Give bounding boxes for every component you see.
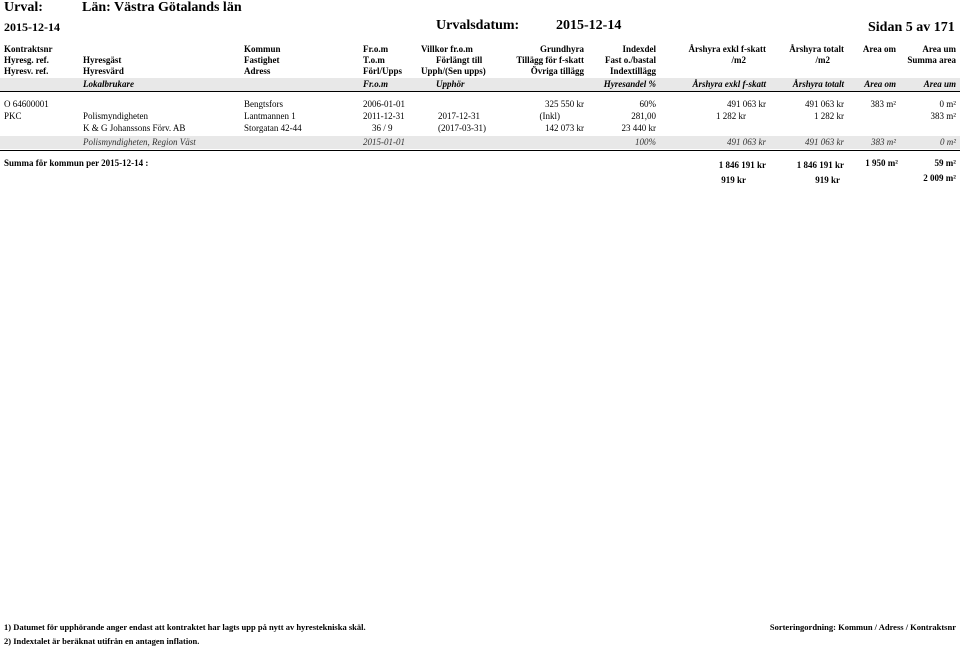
col-hyresg-ref: Hyresg. ref.: [4, 55, 49, 65]
arshyra-totalt: 491 063 kr: [805, 99, 844, 109]
col-fast-bastal: Fast o./bastal: [604, 55, 656, 65]
per-m2-totalt: 1 282 kr: [814, 111, 844, 121]
col-forl-upps: Förl/Upps: [363, 66, 403, 76]
col-lokal-exkl: Årshyra exkl f-skatt: [692, 79, 766, 89]
col-lokal-um: Area um: [923, 79, 956, 89]
kommun: Bengtsfors: [244, 99, 283, 109]
col-hyresvard: Hyresvärd: [83, 66, 124, 76]
lokal-om: 383 m²: [871, 137, 896, 147]
from-date: 2006-01-01: [363, 99, 405, 109]
col-indexdel: Indexdel: [622, 44, 656, 54]
upph-date: (2017-03-31): [438, 123, 486, 133]
hyresg-ref: PKC: [4, 111, 22, 121]
col-adress: Adress: [244, 66, 271, 76]
col-lokal-upphor: Upphör: [436, 79, 465, 89]
urvalsdatum-label: Urvalsdatum:: [436, 18, 520, 33]
lokalbrukare: Polismyndigheten, Region Väst: [83, 137, 196, 147]
col-summa-area: Summa area: [907, 55, 956, 65]
col-upph: Upph/(Sen upps): [421, 66, 486, 76]
col-indextillagg: Indextillägg: [609, 66, 656, 76]
col-arshyra-exkl: Årshyra exkl f-skatt: [688, 44, 766, 54]
header-divider: [0, 91, 960, 92]
col-hyresgast: Hyresgäst: [83, 55, 122, 65]
col-per-m2-tot: /m2: [815, 55, 830, 65]
col-tom: T.o.m: [363, 55, 385, 65]
forlangt-till: 2017-12-31: [438, 111, 480, 121]
indexdel: 60%: [639, 99, 656, 109]
lokal-exkl: 491 063 kr: [727, 137, 766, 147]
indextillagg: 23 440 kr: [621, 123, 656, 133]
tillagg-fskatt: (Inkl): [539, 111, 560, 121]
tom-date: 2011-12-31: [363, 111, 405, 121]
col-hyresv-ref: Hyresv. ref.: [4, 66, 49, 76]
hyresgast: Polismyndigheten: [83, 111, 148, 121]
col-lokal-from: Fr.o.m: [363, 79, 389, 89]
col-from: Fr.o.m: [363, 44, 389, 54]
summary-area-um: 59 m²: [934, 158, 956, 168]
col-area-om: Area om: [862, 44, 896, 54]
footnote-1: 1) Datumet för upphörande anger endast att kontraktet har lagts upp på nytt av hyrestekniska skäl.: [4, 622, 366, 632]
area-om: 383 m²: [870, 99, 896, 109]
kontraktsnr: O 64600001: [4, 99, 49, 109]
forl-upps: 36 / 9: [372, 123, 393, 133]
col-tillagg-fskatt: Tillägg för f-skatt: [516, 55, 584, 65]
page-number: Sidan 5 av 171: [868, 20, 955, 35]
col-arshyra-totalt: Årshyra totalt: [789, 44, 844, 54]
grundhyra: 325 550 kr: [545, 99, 584, 109]
adress: Storgatan 42-44: [244, 123, 302, 133]
col-grundhyra: Grundhyra: [539, 44, 584, 54]
arshyra-exkl: 491 063 kr: [727, 99, 766, 109]
sort-order: Sorteringordning: Kommun / Adress / Kontraktsnr: [769, 622, 956, 632]
col-fastighet: Fastighet: [244, 55, 280, 65]
summa-area: 383 m²: [930, 111, 956, 121]
per-m2-exkl: 1 282 kr: [716, 111, 746, 121]
area-um: 0 m²: [939, 99, 956, 109]
col-lokalbrukare: Lokalbrukare: [83, 79, 135, 89]
summary-label: Summa för kommun per 2015-12-14 :: [4, 158, 149, 168]
ovriga-tillagg: 142 073 kr: [545, 123, 584, 133]
footnote-2: 2) Indextalet är beräknat utifrån en antagen inflation.: [4, 636, 200, 646]
col-area-um: Area um: [922, 44, 956, 54]
col-forlangt-till: Förlängt till: [436, 55, 483, 65]
summary-totalt: 1 846 191 kr: [796, 160, 844, 170]
col-ovriga-tillagg: Övriga tillägg: [530, 66, 584, 76]
col-hyresandel: Hyresandel %: [603, 79, 656, 89]
urval-label: Urval:: [4, 0, 43, 15]
col-villkor-from: Villkor fr.o.m: [421, 44, 473, 54]
record-divider: [0, 150, 960, 151]
lokal-totalt: 491 063 kr: [805, 137, 844, 147]
urval-value: Län: Västra Götalands län: [82, 0, 242, 15]
summary-exkl-m2: 919 kr: [721, 175, 746, 185]
hyresandel: 100%: [635, 137, 656, 147]
col-per-m2-exkl: /m2: [731, 55, 746, 65]
urvalsdatum-value: 2015-12-14: [556, 18, 622, 33]
bastal: 281,00: [631, 111, 656, 121]
lokal-from: 2015-01-01: [363, 137, 405, 147]
summary-total-area: 2 009 m²: [923, 173, 956, 183]
hyresvard: K & G Johanssons Förv. AB: [83, 123, 186, 133]
lokal-um: 0 m²: [940, 137, 956, 147]
col-lokal-om: Area om: [864, 79, 896, 89]
col-lokal-totalt: Årshyra totalt: [792, 79, 844, 89]
col-kommun: Kommun: [244, 44, 281, 54]
summary-area-om: 1 950 m²: [865, 158, 898, 168]
report-date: 2015-12-14: [4, 20, 60, 34]
fastighet: Lantmannen 1: [244, 111, 296, 121]
summary-exkl: 1 846 191 kr: [718, 160, 766, 170]
col-kontraktsnr: Kontraktsnr: [4, 44, 53, 54]
summary-totalt-m2: 919 kr: [815, 175, 840, 185]
